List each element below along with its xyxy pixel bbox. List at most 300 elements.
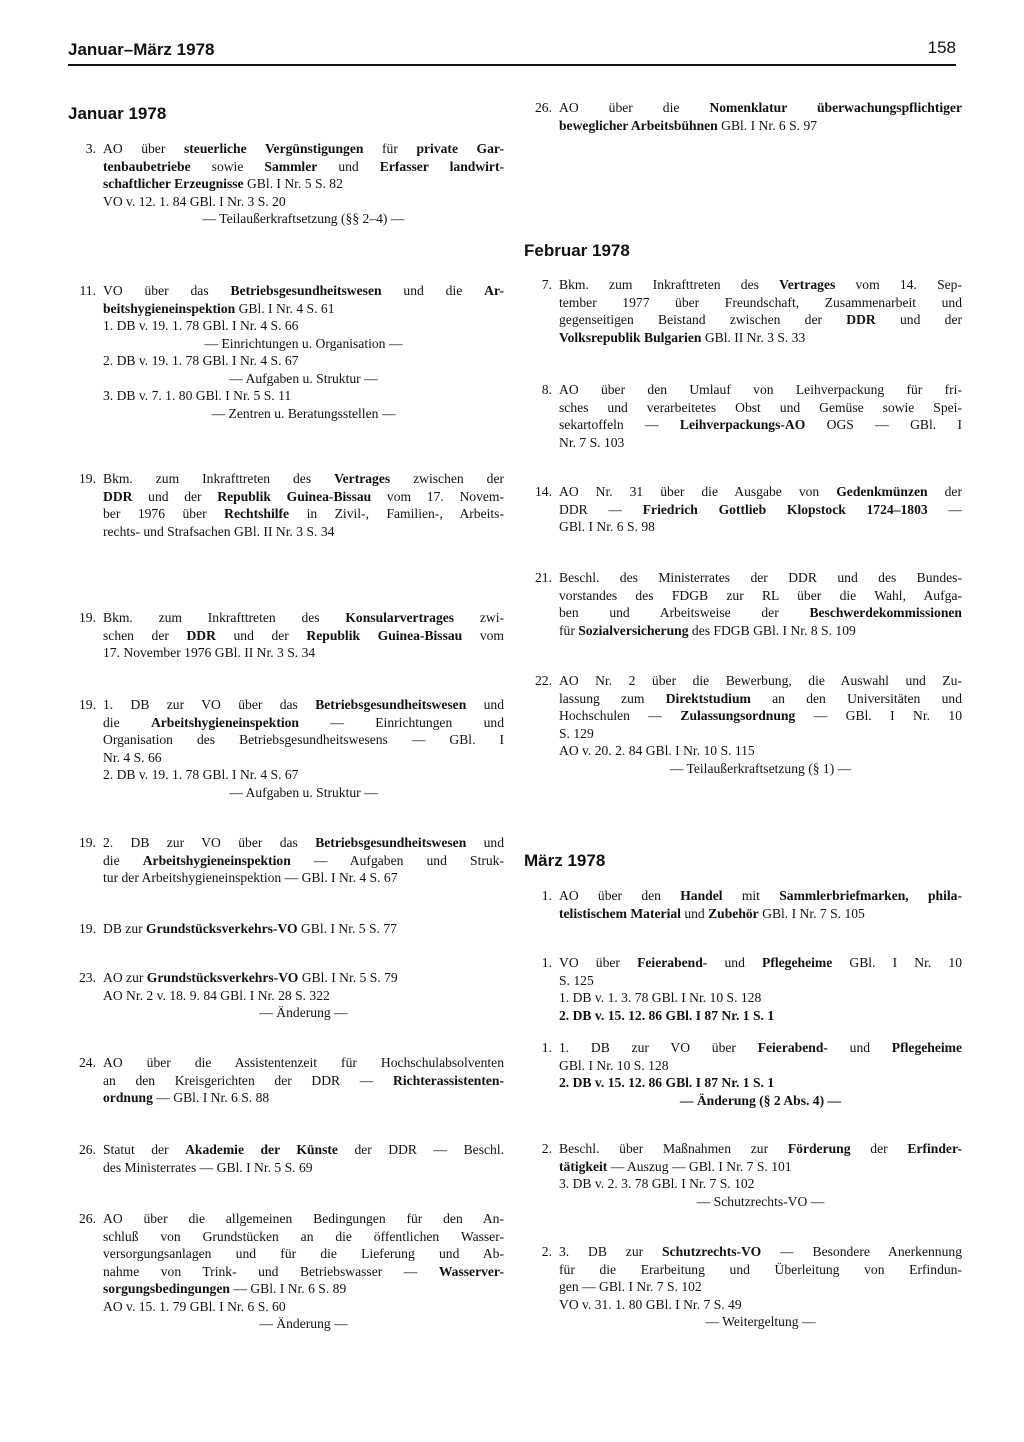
text-run: VO über das bbox=[103, 283, 231, 298]
text-run: gen — GBl. I Nr. 7 S. 102 bbox=[559, 1279, 702, 1294]
text-run: DB zur bbox=[103, 921, 147, 936]
entry-line bbox=[103, 1280, 504, 1298]
bold-term: Pflegeheime bbox=[762, 955, 833, 970]
text-run: VO über bbox=[559, 955, 638, 970]
register-entry bbox=[524, 887, 962, 922]
entry-line bbox=[559, 1278, 962, 1296]
text-run: — Einrichtungen u. Organisation — bbox=[204, 335, 403, 351]
entry-day-number: 3. bbox=[85, 141, 96, 156]
text-run: GBl. I Nr. 6 S. 98 bbox=[559, 519, 655, 534]
entry-line bbox=[103, 920, 504, 938]
entry-line bbox=[103, 749, 504, 767]
bold-term: Zubehör bbox=[708, 905, 759, 921]
bold-term: Förderung bbox=[787, 1141, 851, 1156]
text-run: in Zivil-, Familien-, Arbeits- bbox=[289, 506, 504, 521]
entry-line bbox=[559, 276, 962, 294]
entry-line bbox=[103, 969, 504, 987]
entry-day-number: 19. bbox=[79, 835, 96, 850]
bold-term: Vertrages bbox=[334, 471, 391, 486]
text-run: des FDGB GBl. I Nr. 8 S. 109 bbox=[688, 622, 856, 638]
entry-line bbox=[103, 1245, 504, 1263]
entry-line bbox=[559, 569, 962, 587]
entry-line bbox=[103, 523, 504, 541]
entry-line bbox=[559, 1092, 962, 1110]
text-run: 1. DB zur VO über das bbox=[103, 697, 316, 712]
entry-body bbox=[559, 1039, 962, 1109]
entry-line bbox=[103, 714, 504, 732]
text-run: S. 129 bbox=[559, 725, 594, 741]
bold-term: DDR bbox=[846, 312, 876, 327]
bold-term: Volksrepublik Bulgarien bbox=[559, 329, 702, 345]
entry-line bbox=[103, 609, 504, 627]
entry-line bbox=[559, 518, 962, 536]
register-entry bbox=[524, 1243, 962, 1331]
entry-body bbox=[103, 140, 504, 228]
entry-day-number: 11. bbox=[79, 283, 96, 298]
entry-day-number: 26. bbox=[535, 100, 552, 115]
entry-line bbox=[103, 696, 504, 714]
text-run: und bbox=[466, 697, 504, 712]
entry-line bbox=[559, 381, 962, 399]
bold-term: Gedenkmünzen bbox=[836, 484, 928, 499]
entry-body bbox=[103, 834, 504, 887]
register-entry bbox=[68, 969, 504, 1022]
text-run: rechts- und Strafsachen GBl. II Nr. 3 S. 34 bbox=[103, 523, 335, 539]
entry-day-number: 2. bbox=[541, 1244, 552, 1259]
entry-line bbox=[559, 905, 962, 923]
entry-line bbox=[559, 742, 962, 760]
entry-line bbox=[559, 887, 962, 905]
text-run: und der bbox=[132, 488, 218, 504]
text-run: und bbox=[680, 905, 709, 921]
register-entry bbox=[524, 1039, 962, 1109]
entry-line bbox=[559, 760, 962, 778]
bold-term: tätigkeit bbox=[559, 1158, 608, 1174]
text-run: VO v. 31. 1. 80 GBl. I Nr. 7 S. 49 bbox=[559, 1296, 742, 1312]
register-entry bbox=[68, 1054, 504, 1107]
bold-term: sorgungsbedingungen bbox=[103, 1281, 230, 1296]
entry-line bbox=[103, 987, 504, 1005]
register-entry bbox=[68, 696, 504, 801]
register-entry bbox=[524, 954, 962, 1024]
text-run: AO über den bbox=[559, 888, 681, 903]
entry-line bbox=[103, 1004, 504, 1022]
text-run: — Weitergeltung — bbox=[705, 1314, 816, 1329]
bold-term: Feierabend- bbox=[757, 1040, 828, 1055]
text-run: GBl. I Nr. 5 S. 77 bbox=[297, 921, 397, 936]
text-run: Beschl. über Maßnahmen zur bbox=[559, 1141, 788, 1156]
entry-line bbox=[559, 1296, 962, 1314]
text-run: AO Nr. 2 über die Bewerbung, die Auswahl und Zu- bbox=[559, 673, 962, 688]
entry-line bbox=[103, 405, 504, 423]
entry-line bbox=[559, 1140, 962, 1158]
entry-line bbox=[103, 317, 504, 335]
bold-term: Republik Guinea-Bissau bbox=[306, 627, 463, 643]
bold-term: Wasserver- bbox=[438, 1263, 504, 1279]
text-run: Bkm. zum Inkrafttreten des bbox=[103, 610, 346, 625]
text-run: die bbox=[103, 852, 143, 868]
entry-line bbox=[103, 731, 504, 749]
text-run: der bbox=[927, 484, 962, 499]
bold-term: private Gar- bbox=[416, 141, 504, 156]
register-entry bbox=[524, 381, 962, 451]
entry-line bbox=[559, 1057, 962, 1075]
text-run: und bbox=[317, 158, 380, 174]
entry-line bbox=[103, 627, 504, 645]
entry-body bbox=[103, 282, 504, 422]
entry-line bbox=[559, 622, 962, 640]
entry-line bbox=[559, 329, 962, 347]
entry-line bbox=[103, 784, 504, 802]
entry-line bbox=[103, 470, 504, 488]
text-run: vom 14. Sep- bbox=[835, 277, 962, 292]
bold-term: Handel bbox=[680, 888, 723, 903]
text-run: AO über die Assistentenzeit für Hochschulabsolventen bbox=[103, 1055, 504, 1070]
entry-body bbox=[103, 1141, 504, 1176]
text-run: — Besondere Anerkennung bbox=[761, 1244, 962, 1259]
entry-line bbox=[559, 501, 962, 519]
text-run: für bbox=[559, 622, 579, 638]
entry-body bbox=[559, 672, 962, 777]
entry-line bbox=[103, 644, 504, 662]
entry-body bbox=[559, 381, 962, 451]
entry-line bbox=[103, 1298, 504, 1316]
entry-line bbox=[559, 1007, 962, 1025]
text-run: — Teilaußerkraftsetzung (§ 1) — bbox=[669, 760, 852, 776]
bold-term: Betriebsgesundheitswesen bbox=[315, 835, 467, 850]
text-run: sowie bbox=[190, 158, 265, 174]
text-run: 3. DB v. 7. 1. 80 GBl. I Nr. 5 S. 11 bbox=[103, 388, 292, 403]
entry-line bbox=[559, 99, 962, 117]
bold-term: Vertrages bbox=[779, 277, 836, 292]
bold-term: DDR bbox=[186, 627, 216, 643]
entry-day-number: 1. bbox=[541, 955, 552, 970]
text-run: der bbox=[850, 1141, 908, 1156]
text-run: mit bbox=[722, 888, 780, 903]
text-run: Statut der bbox=[103, 1142, 186, 1157]
entry-body bbox=[103, 609, 504, 662]
entry-line bbox=[103, 1315, 504, 1333]
entry-body bbox=[103, 1210, 504, 1333]
entry-line bbox=[559, 1039, 962, 1057]
entry-day-number: 7. bbox=[541, 277, 552, 292]
text-run: 3. DB zur bbox=[559, 1244, 663, 1259]
bold-term: 2. DB v. 15. 12. 86 GBl. I 87 Nr. 1 S. 1 bbox=[559, 1007, 775, 1023]
bold-term: ordnung bbox=[103, 1090, 153, 1105]
register-entry bbox=[68, 834, 504, 887]
bold-term: Rechtshilfe bbox=[224, 506, 290, 521]
entry-line bbox=[559, 1193, 962, 1211]
entry-day-number: 26. bbox=[79, 1211, 96, 1226]
entry-body bbox=[559, 954, 962, 1024]
bold-term: Leihverpackungs-AO bbox=[679, 417, 806, 432]
entry-line bbox=[103, 1159, 504, 1177]
entry-body bbox=[103, 969, 504, 1022]
entry-line bbox=[103, 387, 504, 405]
text-run: sekartoffeln — bbox=[559, 417, 680, 432]
entry-body bbox=[103, 696, 504, 801]
text-run: AO über die bbox=[559, 100, 710, 115]
bold-term: Schutzrechts-VO bbox=[662, 1244, 762, 1259]
register-entry bbox=[68, 1141, 504, 1176]
text-run: gegenseitigen Beistand zwischen der bbox=[559, 312, 847, 327]
bold-term: beweglicher Arbeitsbühnen bbox=[559, 117, 718, 133]
entry-line bbox=[559, 1243, 962, 1261]
entry-line bbox=[103, 1054, 504, 1072]
text-run: an den Universitäten und bbox=[750, 690, 962, 706]
register-entry bbox=[68, 140, 504, 228]
text-run: — Aufgaben u. Struktur — bbox=[229, 784, 378, 800]
text-run: VO v. 12. 1. 84 GBl. I Nr. 3 S. 20 bbox=[103, 193, 286, 209]
bold-term: Arbeitshygieneinspektion bbox=[150, 714, 299, 730]
text-run: für die Erarbeitung und Überleitung von Erfindun- bbox=[559, 1261, 962, 1277]
bold-term: Erfinder- bbox=[907, 1141, 963, 1156]
entry-line bbox=[559, 690, 962, 708]
entry-line bbox=[103, 210, 504, 228]
text-run: 2. DB zur VO über das bbox=[103, 835, 316, 850]
bold-term: Sammlerbriefmarken, phila- bbox=[779, 888, 962, 903]
text-run: Nr. 7 S. 103 bbox=[559, 434, 625, 450]
entry-line bbox=[103, 158, 504, 176]
text-run: AO Nr. 31 über die Ausgabe von bbox=[559, 484, 837, 499]
entry-line bbox=[103, 193, 504, 211]
entry-line bbox=[103, 766, 504, 784]
text-run: und die bbox=[381, 283, 485, 298]
text-run: — Einrichtungen und bbox=[299, 714, 504, 730]
text-run: GBl. I Nr. 7 S. 105 bbox=[758, 905, 865, 921]
register-entry bbox=[524, 1140, 962, 1210]
bold-term: Feierabend- bbox=[637, 955, 708, 970]
register-entry bbox=[524, 483, 962, 536]
bold-term: Sozialversicherung bbox=[578, 622, 689, 638]
text-run: — GBl. I Nr. 10 bbox=[795, 708, 962, 723]
entry-body bbox=[559, 1140, 962, 1210]
text-run: nahme von Trink- und Betriebswasser — bbox=[103, 1263, 439, 1279]
entry-body bbox=[559, 887, 962, 922]
text-run: Bkm. zum Inkrafttreten des bbox=[559, 277, 780, 292]
text-run: 3. DB v. 2. 3. 78 GBl. I Nr. 7 S. 102 bbox=[559, 1176, 755, 1191]
entry-line bbox=[103, 834, 504, 852]
entry-line bbox=[559, 587, 962, 605]
month-heading-january: Januar 1978 bbox=[68, 104, 167, 123]
bold-term: Akademie der Künste bbox=[185, 1142, 338, 1157]
register-entry bbox=[524, 276, 962, 346]
bold-term: schaftlicher Erzeugnisse bbox=[103, 176, 244, 191]
entry-line bbox=[103, 1210, 504, 1228]
running-head: Januar–März 1978 bbox=[68, 40, 215, 59]
text-run: — Änderung — bbox=[259, 1005, 348, 1020]
month-heading-march: März 1978 bbox=[524, 851, 606, 870]
entry-line bbox=[559, 707, 962, 725]
text-run: an den Kreisgerichten der DDR — bbox=[103, 1072, 393, 1088]
text-run: ber 1976 über bbox=[103, 506, 225, 521]
entry-day-number: 1. bbox=[541, 1040, 552, 1055]
register-entry bbox=[524, 569, 962, 639]
bold-term: Erfasser landwirt- bbox=[379, 158, 505, 174]
text-run: Bkm. zum Inkrafttreten des bbox=[103, 471, 335, 486]
entry-line bbox=[103, 1228, 504, 1246]
text-run: 2. DB v. 19. 1. 78 GBl. I Nr. 4 S. 67 bbox=[103, 767, 299, 782]
bold-term: telistischem Material bbox=[559, 905, 681, 921]
text-run: vom 17. Novem- bbox=[371, 488, 505, 504]
entry-line bbox=[103, 869, 504, 887]
entry-line bbox=[103, 1072, 504, 1090]
text-run: 1. DB zur VO über bbox=[559, 1040, 758, 1055]
register-entry bbox=[68, 1210, 504, 1333]
month-heading-february: Februar 1978 bbox=[524, 241, 630, 260]
entry-body bbox=[103, 920, 504, 938]
text-run: und der bbox=[215, 627, 307, 643]
text-run: und bbox=[466, 835, 504, 850]
entry-day-number: 23. bbox=[79, 970, 96, 985]
text-run: 1. DB v. 1. 3. 78 GBl. I Nr. 10 S. 128 bbox=[559, 990, 762, 1005]
text-run: sches und verarbeitetes Obst und Gemüse sowie Spei- bbox=[559, 399, 962, 415]
entry-line bbox=[559, 1175, 962, 1193]
entry-line bbox=[103, 852, 504, 870]
bold-term: Betriebsgesundheitswesen bbox=[230, 283, 382, 298]
text-run: 1. DB v. 19. 1. 78 GBl. I Nr. 4 S. 66 bbox=[103, 318, 299, 333]
bold-term: Zulassungsordnung bbox=[680, 708, 796, 723]
text-run: die bbox=[103, 714, 151, 730]
text-run: AO zur bbox=[103, 970, 147, 985]
text-run: und bbox=[827, 1040, 892, 1055]
entry-line bbox=[559, 311, 962, 329]
register-entry bbox=[68, 282, 504, 422]
text-run: 17. November 1976 GBl. II Nr. 3 S. 34 bbox=[103, 645, 316, 660]
text-run: Nr. 4 S. 66 bbox=[103, 749, 162, 765]
entry-line bbox=[559, 294, 962, 312]
text-run: für bbox=[363, 141, 417, 156]
text-run: — Änderung — bbox=[259, 1316, 348, 1331]
bold-term: Sammler bbox=[264, 158, 318, 174]
text-run: tember 1977 über Freundschaft, Zusammenarbeit und bbox=[559, 294, 962, 310]
entry-line bbox=[103, 1263, 504, 1281]
entry-day-number: 19. bbox=[79, 471, 96, 486]
text-run: GBl. II Nr. 3 S. 33 bbox=[701, 329, 806, 345]
entry-line bbox=[103, 335, 504, 353]
register-entry bbox=[68, 920, 504, 938]
text-run: — Zentren u. Beratungsstellen — bbox=[211, 405, 396, 421]
text-run: OGS — GBl. I bbox=[805, 417, 962, 432]
text-run: vom bbox=[462, 627, 504, 643]
text-run: zwischen der bbox=[390, 471, 505, 486]
entry-day-number: 8. bbox=[541, 382, 552, 397]
entry-line bbox=[103, 505, 504, 523]
text-run: — GBl. I Nr. 6 S. 88 bbox=[152, 1090, 270, 1105]
entry-body bbox=[559, 483, 962, 536]
text-run: AO v. 15. 1. 79 GBl. I Nr. 6 S. 60 bbox=[103, 1298, 286, 1314]
text-run: Hochschulen — bbox=[559, 708, 681, 723]
bold-term: Arbeitshygieneinspektion bbox=[142, 852, 291, 868]
bold-term: Direktstudium bbox=[665, 690, 751, 706]
text-run: schen der bbox=[103, 627, 187, 643]
text-run: GBl. I Nr. 10 S. 128 bbox=[559, 1057, 669, 1073]
text-run: GBl. I Nr. 5 S. 79 bbox=[298, 970, 398, 985]
bold-term: Grundstücksverkehrs-VO bbox=[146, 970, 299, 985]
entry-line bbox=[103, 352, 504, 370]
text-run: GBl. I Nr. 6 S. 97 bbox=[717, 117, 818, 133]
entry-day-number: 1. bbox=[541, 888, 552, 903]
register-entry bbox=[524, 99, 962, 134]
entry-body bbox=[559, 1243, 962, 1331]
text-run: AO über die allgemeinen Bedingungen für den An- bbox=[103, 1211, 504, 1226]
entry-line bbox=[559, 1074, 962, 1092]
text-run: GBl. I Nr. 4 S. 61 bbox=[235, 300, 335, 316]
bold-term: beitshygieneinspektion bbox=[103, 300, 236, 316]
entry-line bbox=[103, 282, 504, 300]
entry-body bbox=[559, 99, 962, 134]
bold-term: Betriebsgesundheitswesen bbox=[315, 697, 467, 712]
bold-term: Friedrich Gottlieb Klopstock 1724–1803 bbox=[642, 501, 928, 517]
entry-line bbox=[559, 1313, 962, 1331]
bold-term: Grundstücksverkehrs-VO bbox=[146, 921, 298, 936]
text-run: des Ministerrates — GBl. I Nr. 5 S. 69 bbox=[103, 1159, 313, 1175]
text-run: schluß von Grundstücken an die öffentlichen Wasser- bbox=[103, 1228, 504, 1244]
bold-term: Richterassistenten- bbox=[393, 1072, 504, 1088]
text-run: S. 125 bbox=[559, 972, 594, 988]
bold-term: Republik Guinea-Bissau bbox=[217, 488, 372, 504]
entry-day-number: 14. bbox=[535, 484, 552, 499]
entry-line bbox=[103, 1089, 504, 1107]
text-run: GBl. I Nr. 10 bbox=[832, 955, 963, 970]
entry-line bbox=[559, 416, 962, 434]
text-run: und bbox=[707, 955, 763, 970]
entry-body bbox=[559, 569, 962, 639]
text-run: vorstandes des FDGB zur RL über die Wahl, Aufga- bbox=[559, 587, 962, 603]
entry-body bbox=[103, 1054, 504, 1107]
text-run: tur der Arbeitshygieneinspektion — GBl. I Nr. 4 S. 67 bbox=[103, 870, 398, 885]
bold-term: Ar- bbox=[484, 283, 504, 298]
entry-day-number: 22. bbox=[535, 673, 552, 688]
entry-day-number: 19. bbox=[79, 610, 96, 625]
text-run: DDR — bbox=[559, 501, 643, 517]
bold-term: Nomenklatur überwachungspflichtiger bbox=[709, 100, 962, 115]
text-run: AO über bbox=[103, 141, 184, 156]
text-run: AO Nr. 2 v. 18. 9. 84 GBl. I Nr. 28 S. 322 bbox=[103, 987, 330, 1003]
text-run: versorgungsanlagen und für die Lieferung und Ab- bbox=[103, 1246, 504, 1261]
bold-term: steuerliche Vergünstigungen bbox=[183, 141, 364, 156]
bold-term: tenbaubetriebe bbox=[103, 158, 191, 174]
text-run: — Schutzrechts-VO — bbox=[696, 1193, 825, 1209]
bold-term: Beschwerdekommissionen bbox=[809, 605, 962, 620]
entry-day-number: 26. bbox=[79, 1142, 96, 1157]
text-run: zwi- bbox=[454, 610, 504, 625]
entry-line bbox=[559, 483, 962, 501]
register-entry bbox=[524, 672, 962, 777]
text-run: — GBl. I Nr. 6 S. 89 bbox=[229, 1281, 347, 1296]
entry-line bbox=[559, 1158, 962, 1176]
text-run: — Aufgaben u. Struktur — bbox=[229, 370, 378, 386]
entry-line bbox=[559, 604, 962, 622]
text-run: — Auszug — GBl. I Nr. 7 S. 101 bbox=[607, 1158, 792, 1174]
entry-line bbox=[559, 399, 962, 417]
text-run: AO über den Umlauf von Leihverpackung für fri- bbox=[559, 382, 962, 397]
entry-line bbox=[103, 300, 504, 318]
entry-day-number: 21. bbox=[535, 570, 552, 585]
text-run: — Teilaußerkraftsetzung (§§ 2–4) — bbox=[202, 211, 405, 226]
bold-term: DDR bbox=[103, 488, 133, 504]
text-run: der DDR — Beschl. bbox=[337, 1142, 504, 1157]
entry-line bbox=[559, 434, 962, 452]
entry-line bbox=[103, 140, 504, 158]
text-run: Organisation des Betriebsgesundheitswesens — GBl. I bbox=[103, 732, 504, 747]
page-number: 158 bbox=[927, 38, 956, 57]
entry-day-number: 24. bbox=[79, 1055, 96, 1070]
text-run: — bbox=[927, 501, 963, 517]
text-run: GBl. I Nr. 5 S. 82 bbox=[243, 176, 343, 191]
entry-body bbox=[103, 470, 504, 540]
entry-day-number: 2. bbox=[541, 1141, 552, 1156]
